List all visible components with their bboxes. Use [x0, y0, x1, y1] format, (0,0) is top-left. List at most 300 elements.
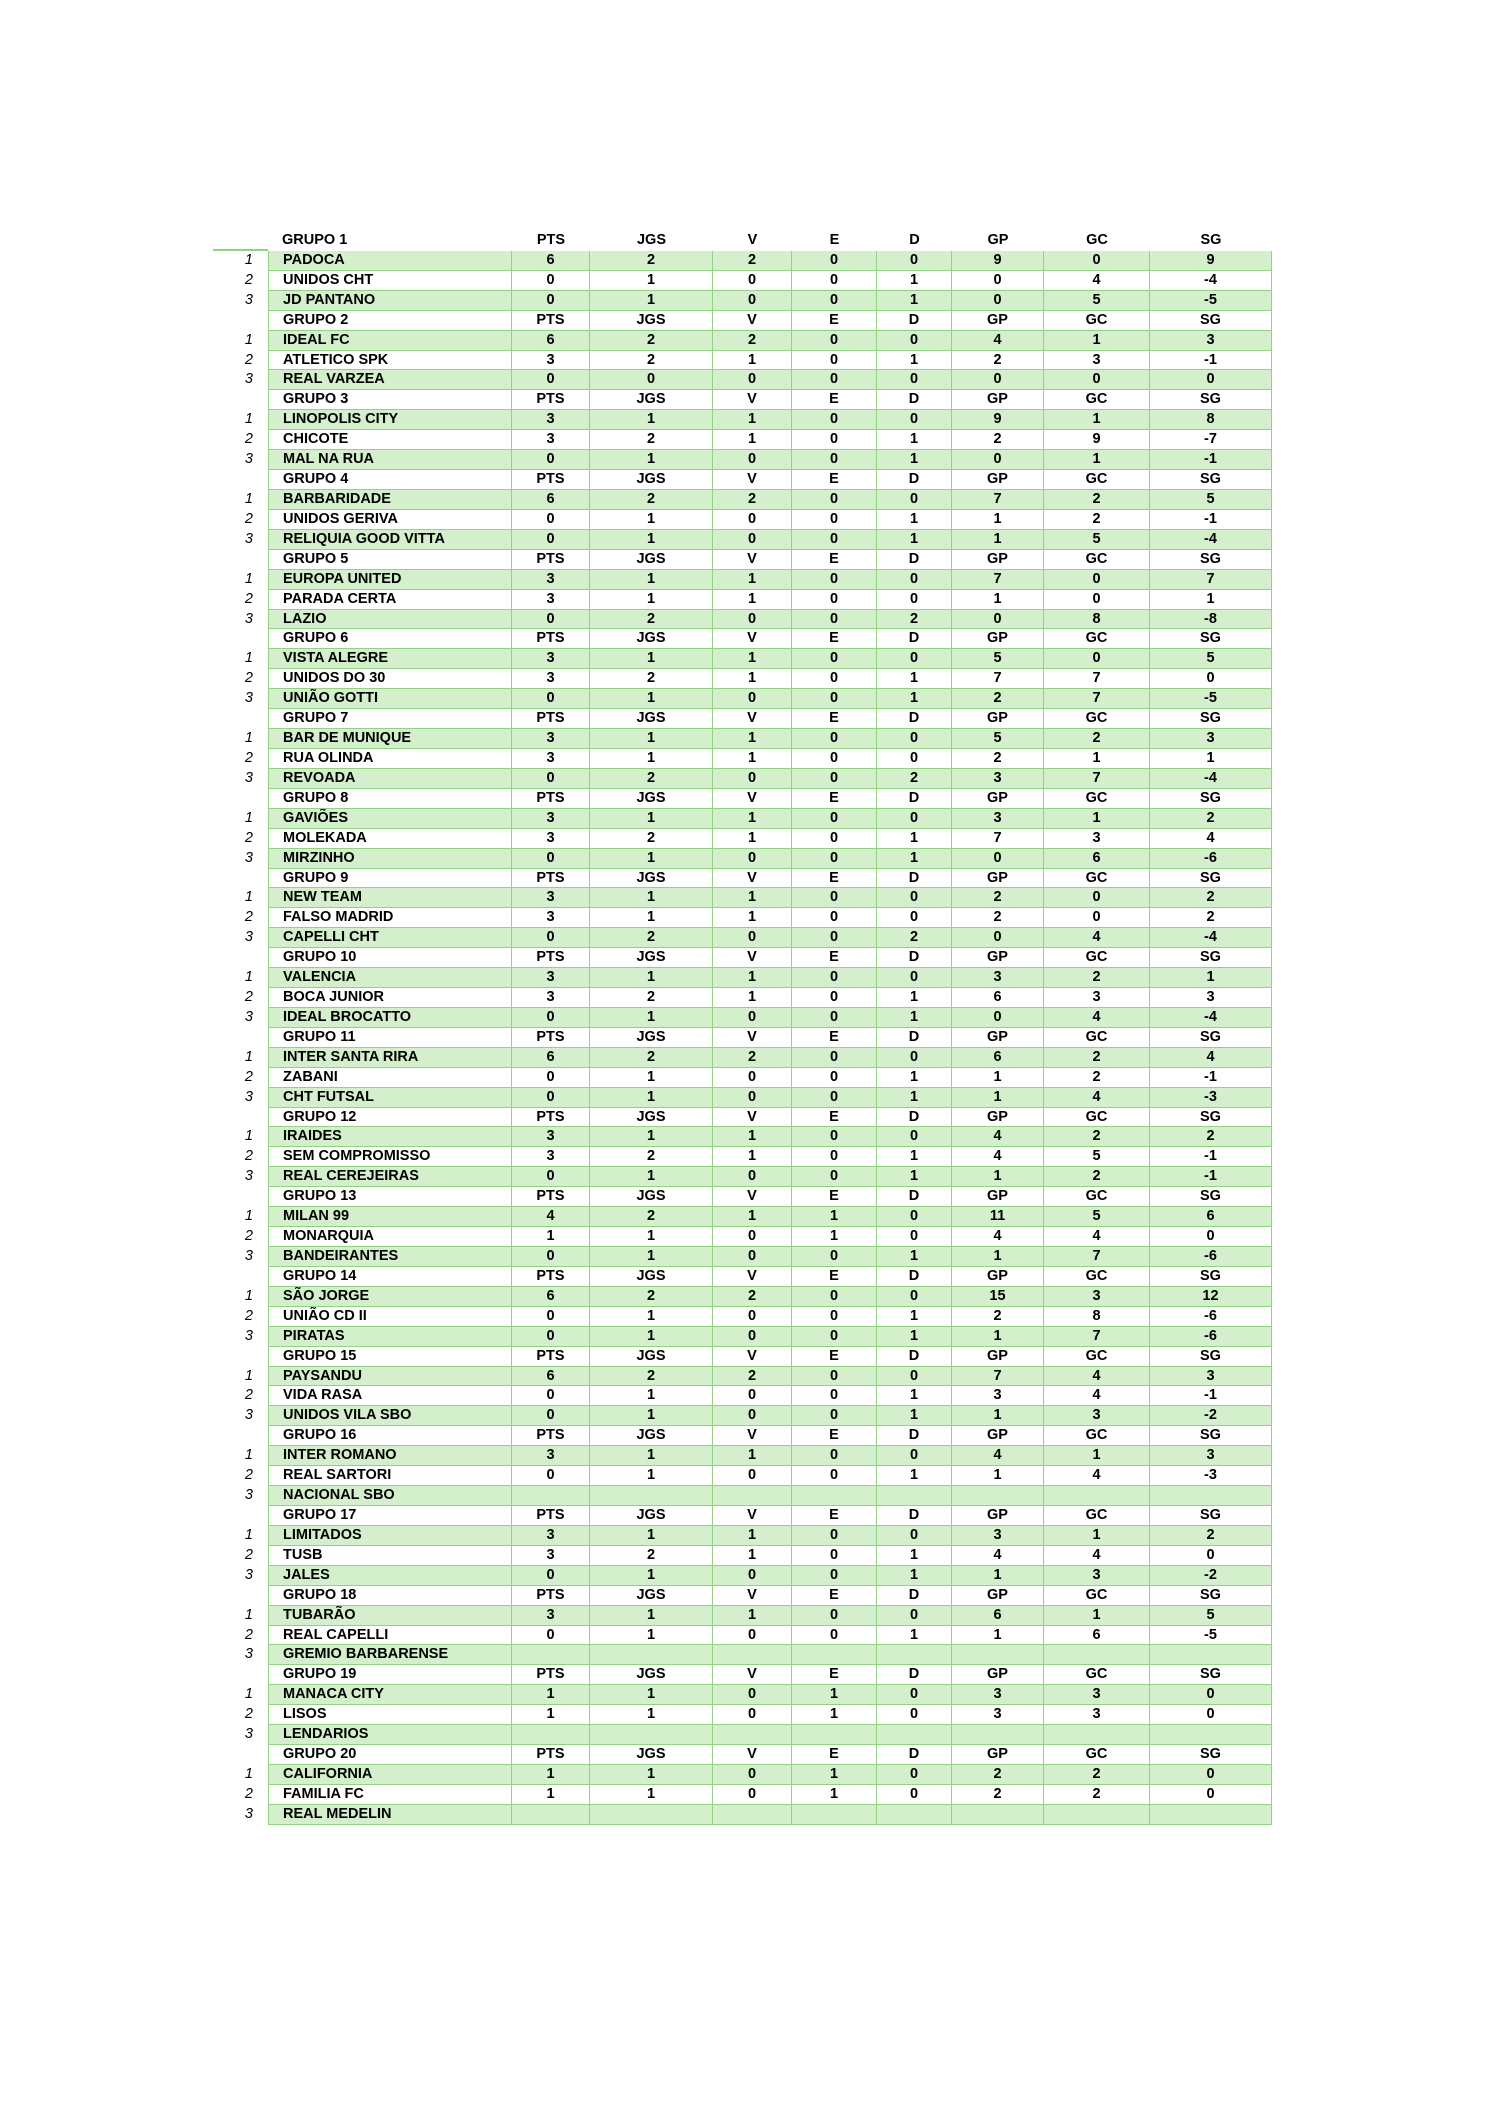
team-rank: 3: [244, 371, 253, 388]
group-name: GRUPO 13: [268, 1187, 512, 1207]
stat-v: 0: [713, 1626, 792, 1646]
stat-e: 0: [792, 749, 877, 769]
team-name: BOCA JUNIOR: [268, 988, 512, 1008]
stat-v: 0: [713, 370, 792, 390]
team-row: [213, 1247, 1272, 1267]
stat-jgs: 1: [590, 1307, 713, 1327]
team-name: CALIFORNIA: [268, 1765, 512, 1785]
column-header-jgs: JGS: [590, 231, 713, 251]
team-rank: 3: [244, 1407, 253, 1424]
stat-gp: 5: [952, 649, 1044, 669]
team-row: [213, 689, 1272, 709]
stat-jgs: 1: [590, 291, 713, 311]
column-header-gc: GC: [1044, 1028, 1150, 1048]
stat-jgs: 1: [590, 1785, 713, 1805]
stat-jgs: 1: [590, 1466, 713, 1486]
team-name: NEW TEAM: [268, 888, 512, 908]
stat-gc: 8: [1044, 1307, 1150, 1327]
stat-d: [877, 1725, 952, 1745]
stat-gc: 0: [1044, 570, 1150, 590]
stat-e: 0: [792, 490, 877, 510]
team-rank: 1: [244, 1367, 253, 1384]
column-header-gp: GP: [952, 550, 1044, 570]
column-header-sg: SG: [1150, 789, 1272, 809]
stat-sg: 3: [1150, 729, 1272, 749]
stat-jgs: 1: [590, 1626, 713, 1646]
team-rank: 2: [244, 1467, 253, 1484]
stat-e: 0: [792, 968, 877, 988]
stat-gp: 2: [952, 1765, 1044, 1785]
group-name: GRUPO 18: [268, 1586, 512, 1606]
column-header-pts: PTS: [512, 1665, 590, 1685]
stat-v: 2: [713, 1048, 792, 1068]
stat-gc: 7: [1044, 689, 1150, 709]
stat-d: 1: [877, 1247, 952, 1267]
column-header-sg: SG: [1150, 1347, 1272, 1367]
column-header-d: D: [877, 1586, 952, 1606]
stat-e: 0: [792, 430, 877, 450]
team-row: [213, 530, 1272, 550]
column-header-v: V: [713, 470, 792, 490]
team-row: [213, 351, 1272, 371]
team-name: TUBARÃO: [268, 1606, 512, 1626]
stat-jgs: 1: [590, 570, 713, 590]
stat-sg: -2: [1150, 1406, 1272, 1426]
stat-d: 1: [877, 1147, 952, 1167]
column-header-gp: GP: [952, 789, 1044, 809]
column-header-v: V: [713, 789, 792, 809]
column-header-v: V: [713, 629, 792, 649]
column-header-pts: PTS: [512, 1108, 590, 1128]
column-header-pts: PTS: [512, 1506, 590, 1526]
column-header-sg: SG: [1150, 550, 1272, 570]
group-header-row: [213, 390, 1272, 410]
stat-d: 0: [877, 1606, 952, 1626]
stat-gc: 2: [1044, 1048, 1150, 1068]
column-header-gp: GP: [952, 948, 1044, 968]
stat-e: 0: [792, 1008, 877, 1028]
column-header-sg: SG: [1150, 1267, 1272, 1287]
column-header-sg: SG: [1150, 1665, 1272, 1685]
stat-jgs: 1: [590, 1765, 713, 1785]
group-header-row: [213, 470, 1272, 490]
column-header-gc: GC: [1044, 629, 1150, 649]
stat-jgs: 1: [590, 1406, 713, 1426]
team-name: EUROPA UNITED: [268, 570, 512, 590]
stat-gc: 7: [1044, 669, 1150, 689]
team-row: [213, 669, 1272, 689]
team-row: [213, 430, 1272, 450]
column-header-sg: SG: [1150, 1187, 1272, 1207]
stat-sg: 0: [1150, 1546, 1272, 1566]
stat-jgs: 2: [590, 430, 713, 450]
stat-jgs: 1: [590, 1705, 713, 1725]
team-name: LISOS: [268, 1705, 512, 1725]
group-header-row: [213, 231, 1272, 251]
stat-v: [713, 1486, 792, 1506]
stat-gc: 5: [1044, 530, 1150, 550]
stat-pts: 3: [512, 1546, 590, 1566]
stat-jgs: 2: [590, 1546, 713, 1566]
team-row: [213, 370, 1272, 390]
stat-jgs: 1: [590, 1685, 713, 1705]
column-header-sg: SG: [1150, 390, 1272, 410]
team-name: UNIÃO GOTTI: [268, 689, 512, 709]
column-header-v: V: [713, 1586, 792, 1606]
stat-jgs: 2: [590, 1367, 713, 1387]
column-header-pts: PTS: [512, 1426, 590, 1446]
column-header-v: V: [713, 390, 792, 410]
stat-e: 0: [792, 888, 877, 908]
stat-gp: 9: [952, 410, 1044, 430]
stat-gc: 4: [1044, 1088, 1150, 1108]
stat-v: 0: [713, 1327, 792, 1347]
stat-gc: 4: [1044, 928, 1150, 948]
stat-v: 0: [713, 928, 792, 948]
team-rank: 3: [244, 451, 253, 468]
stat-e: 0: [792, 1327, 877, 1347]
stat-gc: 7: [1044, 1247, 1150, 1267]
team-name: BARBARIDADE: [268, 490, 512, 510]
stat-pts: 3: [512, 829, 590, 849]
column-header-e: E: [792, 1586, 877, 1606]
stat-jgs: 2: [590, 1147, 713, 1167]
team-rank: 1: [244, 1208, 253, 1225]
team-name: UNIDOS GERIVA: [268, 510, 512, 530]
column-header-sg: SG: [1150, 869, 1272, 889]
stat-pts: 3: [512, 888, 590, 908]
team-name: REAL CAPELLI: [268, 1626, 512, 1646]
stat-jgs: 1: [590, 689, 713, 709]
stat-pts: 3: [512, 570, 590, 590]
stat-gc: 2: [1044, 1068, 1150, 1088]
team-name: REAL VARZEA: [268, 370, 512, 390]
stat-jgs: 2: [590, 769, 713, 789]
stat-gp: 2: [952, 908, 1044, 928]
team-rank: 2: [244, 1387, 253, 1404]
stat-v: 1: [713, 1526, 792, 1546]
column-header-jgs: JGS: [590, 470, 713, 490]
column-header-gp: GP: [952, 1506, 1044, 1526]
column-header-pts: PTS: [512, 629, 590, 649]
team-rank: 2: [244, 829, 253, 846]
column-header-e: E: [792, 1506, 877, 1526]
team-row: [213, 1606, 1272, 1626]
team-row: [213, 271, 1272, 291]
column-header-d: D: [877, 1187, 952, 1207]
team-row: [213, 1227, 1272, 1247]
stat-jgs: 1: [590, 590, 713, 610]
column-header-jgs: JGS: [590, 1187, 713, 1207]
column-header-pts: PTS: [512, 550, 590, 570]
group-header-row: [213, 1506, 1272, 1526]
stat-d: 0: [877, 649, 952, 669]
stat-v: 1: [713, 570, 792, 590]
stat-d: 0: [877, 590, 952, 610]
team-name: CHICOTE: [268, 430, 512, 450]
stat-pts: 3: [512, 729, 590, 749]
team-row: [213, 1307, 1272, 1327]
team-name: UNIÃO CD II: [268, 1307, 512, 1327]
team-rank: 3: [244, 1008, 253, 1025]
team-row: [213, 1546, 1272, 1566]
stat-e: 0: [792, 530, 877, 550]
stat-d: 1: [877, 988, 952, 1008]
team-rank: 1: [244, 411, 253, 428]
stat-pts: [512, 1805, 590, 1825]
stat-d: 1: [877, 530, 952, 550]
stat-sg: -1: [1150, 510, 1272, 530]
stat-gp: [952, 1805, 1044, 1825]
column-header-gp: GP: [952, 709, 1044, 729]
team-rank: 2: [244, 1626, 253, 1643]
group-header-row: [213, 1187, 1272, 1207]
team-name: ZABANI: [268, 1068, 512, 1088]
stat-gc: 3: [1044, 988, 1150, 1008]
stat-jgs: 2: [590, 1287, 713, 1307]
stat-jgs: 1: [590, 450, 713, 470]
stat-d: 0: [877, 331, 952, 351]
column-header-v: V: [713, 948, 792, 968]
team-name: PADOCA: [268, 251, 512, 271]
team-row: [213, 1147, 1272, 1167]
team-name: TUSB: [268, 1546, 512, 1566]
stat-v: [713, 1645, 792, 1665]
column-header-v: V: [713, 311, 792, 331]
stat-jgs: 1: [590, 1068, 713, 1088]
stat-gp: [952, 1645, 1044, 1665]
stat-v: 0: [713, 450, 792, 470]
column-header-v: V: [713, 1665, 792, 1685]
stat-gc: 3: [1044, 1705, 1150, 1725]
stat-e: 0: [792, 510, 877, 530]
stat-sg: -1: [1150, 450, 1272, 470]
stat-v: 1: [713, 729, 792, 749]
column-header-jgs: JGS: [590, 1108, 713, 1128]
stat-e: 0: [792, 689, 877, 709]
column-header-gp: GP: [952, 231, 1044, 251]
stat-sg: -6: [1150, 1327, 1272, 1347]
stat-sg: -7: [1150, 430, 1272, 450]
group-name: GRUPO 17: [268, 1506, 512, 1526]
stat-v: 0: [713, 1227, 792, 1247]
team-rank: 3: [244, 769, 253, 786]
stat-pts: 6: [512, 251, 590, 271]
team-name: BAR DE MUNIQUE: [268, 729, 512, 749]
stat-gp: 0: [952, 370, 1044, 390]
stat-sg: -4: [1150, 769, 1272, 789]
stat-sg: 2: [1150, 888, 1272, 908]
column-header-jgs: JGS: [590, 629, 713, 649]
stat-d: 1: [877, 351, 952, 371]
team-name: LENDARIOS: [268, 1725, 512, 1745]
column-header-d: D: [877, 1028, 952, 1048]
stat-sg: 4: [1150, 829, 1272, 849]
group-name: GRUPO 10: [268, 948, 512, 968]
stat-e: 0: [792, 331, 877, 351]
stat-v: 2: [713, 331, 792, 351]
column-header-v: V: [713, 1506, 792, 1526]
stat-pts: 1: [512, 1765, 590, 1785]
stat-gp: 2: [952, 1307, 1044, 1327]
column-header-d: D: [877, 1506, 952, 1526]
team-row: [213, 1526, 1272, 1546]
group-header-row: [213, 1108, 1272, 1128]
column-header-e: E: [792, 709, 877, 729]
column-header-sg: SG: [1150, 1586, 1272, 1606]
group-name: GRUPO 5: [268, 550, 512, 570]
stat-gp: 1: [952, 1466, 1044, 1486]
column-header-sg: SG: [1150, 1506, 1272, 1526]
stat-v: 2: [713, 251, 792, 271]
stat-v: 0: [713, 510, 792, 530]
stat-sg: -1: [1150, 1147, 1272, 1167]
column-header-gc: GC: [1044, 231, 1150, 251]
stat-gp: 0: [952, 271, 1044, 291]
stat-sg: -4: [1150, 928, 1272, 948]
team-row: [213, 1386, 1272, 1406]
stat-jgs: 2: [590, 988, 713, 1008]
team-name: INTER SANTA RIRA: [268, 1048, 512, 1068]
stat-d: [877, 1645, 952, 1665]
team-row: [213, 1207, 1272, 1227]
stat-d: 0: [877, 1207, 952, 1227]
stat-d: 1: [877, 1626, 952, 1646]
stat-d: 1: [877, 510, 952, 530]
stat-d: 1: [877, 430, 952, 450]
stat-gc: 2: [1044, 490, 1150, 510]
team-row: [213, 1566, 1272, 1586]
stat-v: [713, 1725, 792, 1745]
team-name: LAZIO: [268, 610, 512, 630]
stat-d: 0: [877, 968, 952, 988]
stat-v: 0: [713, 849, 792, 869]
stat-jgs: 1: [590, 649, 713, 669]
stat-e: 0: [792, 1626, 877, 1646]
column-header-e: E: [792, 629, 877, 649]
stat-gp: 6: [952, 988, 1044, 1008]
stat-pts: [512, 1486, 590, 1506]
stat-e: 0: [792, 1566, 877, 1586]
stat-e: 1: [792, 1227, 877, 1247]
column-header-e: E: [792, 948, 877, 968]
stat-v: 0: [713, 271, 792, 291]
column-header-jgs: JGS: [590, 948, 713, 968]
team-row: [213, 1068, 1272, 1088]
team-rank: 2: [244, 1228, 253, 1245]
team-rank: 2: [244, 749, 253, 766]
stat-e: 0: [792, 610, 877, 630]
column-header-d: D: [877, 629, 952, 649]
team-name: PARADA CERTA: [268, 590, 512, 610]
stat-gp: 7: [952, 829, 1044, 849]
team-rank: 1: [244, 809, 253, 826]
group-header-row: [213, 1426, 1272, 1446]
stat-gp: 2: [952, 749, 1044, 769]
column-header-v: V: [713, 1028, 792, 1048]
column-header-gp: GP: [952, 1028, 1044, 1048]
team-row: [213, 928, 1272, 948]
team-name: REAL MEDELIN: [268, 1805, 512, 1825]
stat-pts: 0: [512, 510, 590, 530]
team-row: [213, 1088, 1272, 1108]
team-name: GREMIO BARBARENSE: [268, 1645, 512, 1665]
stat-d: 1: [877, 1386, 952, 1406]
stat-e: 1: [792, 1207, 877, 1227]
stat-d: 0: [877, 908, 952, 928]
stat-jgs: 2: [590, 829, 713, 849]
team-rank: 1: [244, 251, 253, 268]
stat-jgs: 2: [590, 1207, 713, 1227]
stat-gp: 3: [952, 1685, 1044, 1705]
column-header-gp: GP: [952, 1586, 1044, 1606]
stat-pts: 6: [512, 490, 590, 510]
stat-pts: 0: [512, 849, 590, 869]
stat-d: 1: [877, 1566, 952, 1586]
column-header-gc: GC: [1044, 1745, 1150, 1765]
stat-gc: 3: [1044, 829, 1150, 849]
stat-d: 0: [877, 1705, 952, 1725]
stat-pts: 0: [512, 450, 590, 470]
column-header-d: D: [877, 311, 952, 331]
stat-sg: [1150, 1486, 1272, 1506]
stat-e: 0: [792, 570, 877, 590]
team-rank: 1: [244, 1686, 253, 1703]
stat-gc: 6: [1044, 1626, 1150, 1646]
stat-d: 0: [877, 570, 952, 590]
column-header-pts: PTS: [512, 1347, 590, 1367]
column-header-sg: SG: [1150, 311, 1272, 331]
stat-v: 1: [713, 968, 792, 988]
column-header-gc: GC: [1044, 1267, 1150, 1287]
stat-pts: 1: [512, 1685, 590, 1705]
stat-d: 0: [877, 1048, 952, 1068]
team-row: [213, 968, 1272, 988]
stat-gp: [952, 1486, 1044, 1506]
stat-e: 0: [792, 590, 877, 610]
stat-jgs: 2: [590, 490, 713, 510]
column-header-e: E: [792, 470, 877, 490]
stat-sg: -5: [1150, 1626, 1272, 1646]
group-header-row: [213, 709, 1272, 729]
stat-e: 0: [792, 988, 877, 1008]
team-row: [213, 1645, 1272, 1665]
column-header-sg: SG: [1150, 709, 1272, 729]
team-row: [213, 1167, 1272, 1187]
stat-gp: [952, 1725, 1044, 1745]
column-header-pts: PTS: [512, 470, 590, 490]
stat-gp: 1: [952, 1566, 1044, 1586]
stat-e: 0: [792, 1287, 877, 1307]
column-header-e: E: [792, 789, 877, 809]
stat-sg: -3: [1150, 1466, 1272, 1486]
stat-pts: 0: [512, 689, 590, 709]
team-row: [213, 1805, 1272, 1825]
stat-d: 1: [877, 271, 952, 291]
team-rank: 1: [244, 1526, 253, 1543]
team-name: REVOADA: [268, 769, 512, 789]
stat-v: 0: [713, 1247, 792, 1267]
stat-sg: 4: [1150, 1048, 1272, 1068]
team-row: [213, 1406, 1272, 1426]
column-header-v: V: [713, 869, 792, 889]
team-name: GAVIÕES: [268, 809, 512, 829]
team-row: [213, 1785, 1272, 1805]
team-rank: 1: [244, 1606, 253, 1623]
team-rank: 3: [244, 1168, 253, 1185]
team-rank: 1: [244, 650, 253, 667]
team-row: [213, 649, 1272, 669]
